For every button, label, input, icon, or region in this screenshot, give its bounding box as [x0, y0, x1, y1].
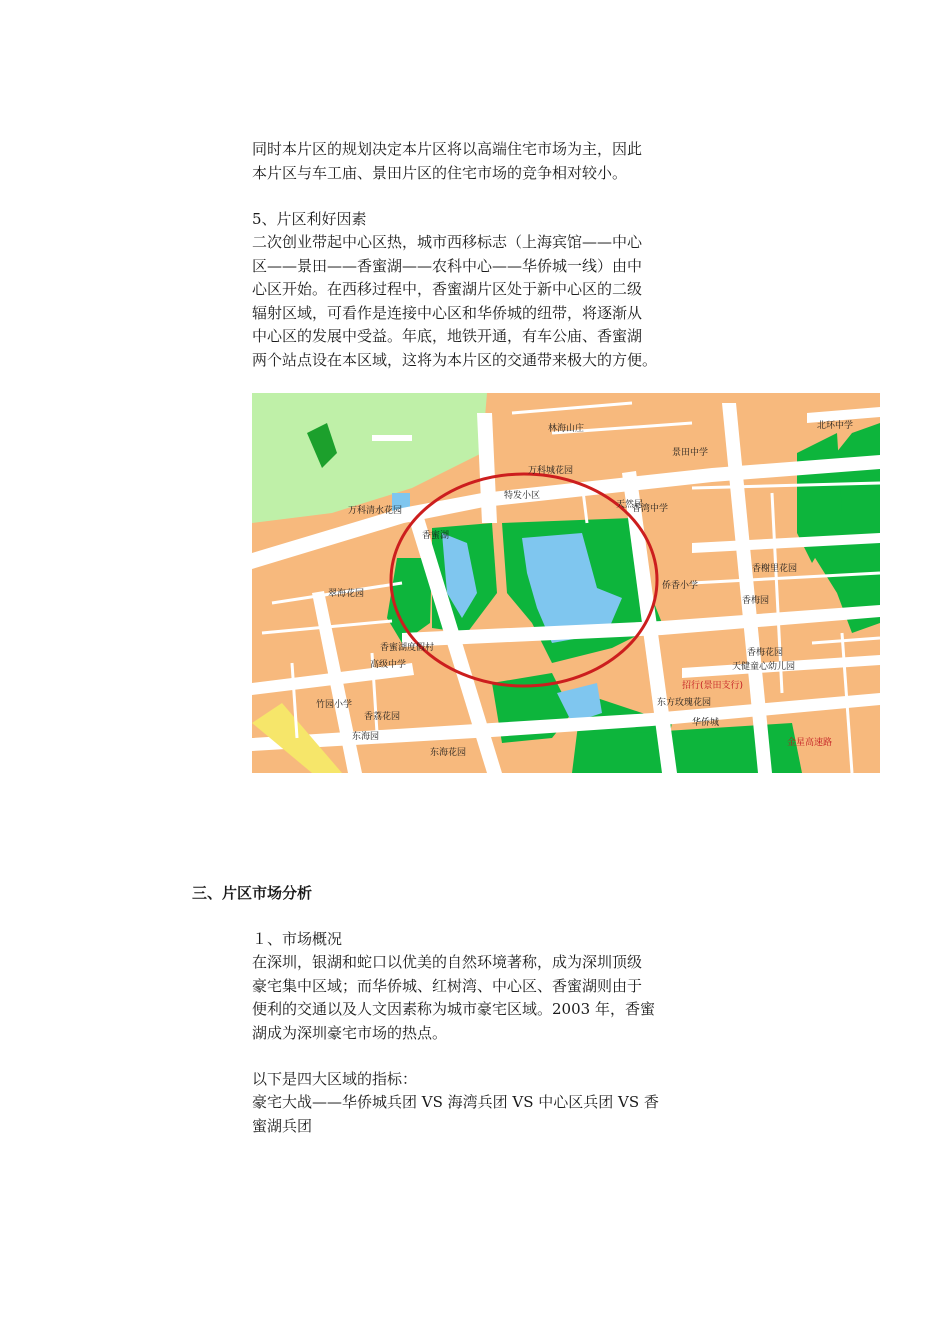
section3-heading: 三、片区市场分析: [192, 884, 313, 902]
section5-line: 区——景田——香蜜湖——农科中心——华侨城一线）由中: [252, 256, 643, 275]
section5-line: 心区开始。在西移过程中，香蜜湖片区处于新中心区的二级: [252, 280, 643, 298]
area-map: [252, 393, 880, 773]
map-label: 天健童心幼儿园: [732, 662, 796, 672]
map-label: 东方玫瑰花园: [657, 698, 712, 708]
map-label: 香蜜湖度假村: [380, 643, 435, 653]
section5-title: 5、片区利好因素: [252, 210, 367, 228]
map-label: 万科城花园: [528, 466, 574, 476]
map-label: 竹园小学: [316, 700, 353, 710]
section3-paragraph: [252, 951, 702, 1045]
section3-subtitle: １、市场概况: [252, 930, 343, 948]
map-label: 香榭里花园: [752, 564, 798, 574]
map-label: 东海花园: [430, 748, 467, 758]
section3-line: 在深圳，银湖和蛇口以优美的自然环境著称，成为深圳顶级: [252, 953, 643, 971]
map-label: 香梅园: [742, 596, 770, 606]
map-road: [372, 435, 412, 441]
map-label: 景田中学: [672, 448, 709, 458]
battle-line: 蜜湖兵团: [252, 1116, 313, 1135]
map-label: 侨香小学: [662, 581, 699, 591]
indicators-intro: 以下是四大区域的指标：: [252, 1070, 418, 1088]
map-label: 翠海花园: [328, 589, 365, 599]
map-label: 高级中学: [370, 660, 407, 670]
section5-line: 两个站点设在本区域，这将为本片区的交通带来极大的方便。: [252, 350, 658, 369]
map-label: 香湾中学: [632, 504, 669, 514]
map-label: 天然居: [616, 500, 644, 510]
map-label: 万科清水花园: [348, 506, 403, 516]
map-label: 香荔花园: [364, 712, 401, 722]
map-label: 北环中学: [817, 421, 854, 431]
map-label: 香蜜湖: [422, 531, 450, 541]
map-label: 特发小区: [504, 491, 541, 501]
section3-line: 豪宅集中区域；而华侨城、红树湾、中心区、香蜜湖则由于: [252, 976, 643, 995]
intro-line: 本片区与车工庙、景田片区的住宅市场的竞争相对较小。: [252, 163, 628, 182]
map-label: 香梅花园: [747, 648, 784, 658]
section3-line: 湖成为深圳豪宅市场的热点。: [252, 1023, 448, 1042]
section5-line: 二次创业带起中心区热，城市西移标志（上海宾馆——中心: [252, 233, 643, 251]
section3-line: 便利的交通以及人文因素称为城市豪宅区域。2003 年，香蜜: [252, 1000, 655, 1018]
intro-paragraph: [252, 138, 702, 185]
map-label: 金星高速路: [787, 738, 833, 748]
map-label: 招行(景田支行): [682, 681, 744, 691]
section5-line: 中心区的发展中受益。年底，地铁开通，有车公庙、香蜜湖: [252, 327, 643, 345]
section5-paragraph: [252, 231, 702, 372]
map-label: 林海山庄: [548, 424, 585, 434]
section5-line: 辐射区域，可看作是连接中心区和华侨城的纽带，将逐渐从: [252, 303, 643, 322]
intro-line: 同时本片区的规划决定本片区将以高端住宅市场为主，因此: [252, 140, 643, 158]
battle-line: 豪宅大战——华侨城兵团 VS 海湾兵团 VS 中心区兵团 VS 香: [252, 1093, 659, 1111]
map-label: 华侨城: [692, 718, 720, 728]
map-label: 东海园: [352, 732, 380, 742]
battle-paragraph: [252, 1091, 702, 1138]
area-map-graphic: [252, 393, 880, 773]
